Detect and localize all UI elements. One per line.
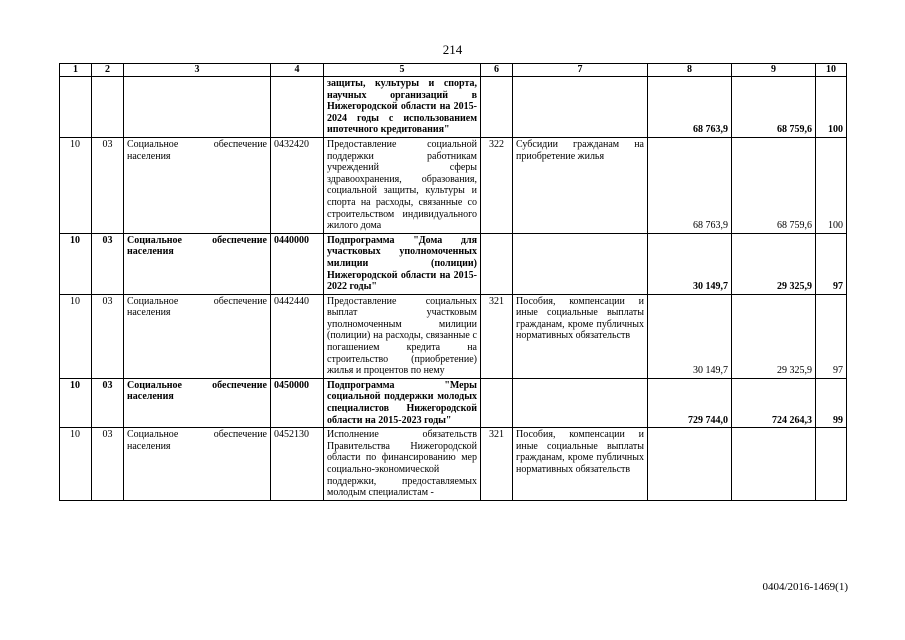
table-cell xyxy=(60,77,92,138)
table-cell: 0440000 xyxy=(271,233,324,294)
table-cell: Субсидии гражданам на приобретение жилья xyxy=(513,137,648,233)
table-cell: 97 xyxy=(816,233,847,294)
col-header: 8 xyxy=(648,64,732,77)
table-cell: 68 763,9 xyxy=(648,77,732,138)
table-cell: 10 xyxy=(60,137,92,233)
table-cell: 03 xyxy=(92,378,124,427)
table-row xyxy=(60,378,847,427)
col-header: 10 xyxy=(816,64,847,77)
col-header: 1 xyxy=(60,64,92,77)
table-cell: Социальное обеспечение населения xyxy=(124,428,271,501)
table-cell xyxy=(816,428,847,501)
table-cell xyxy=(513,378,648,427)
table-cell xyxy=(124,77,271,138)
table-cell: Исполнение обязательств Правительства Нижегородской области по финансированию мер социально-экономической поддержки, предоставляемых молодым специалистам - xyxy=(324,428,481,501)
table-cell: 29 325,9 xyxy=(732,294,816,378)
table-cell: 68 763,9 xyxy=(648,137,732,233)
table-cell: 321 xyxy=(481,428,513,501)
table-cell: 03 xyxy=(92,233,124,294)
table-cell: 03 xyxy=(92,137,124,233)
table-cell xyxy=(481,233,513,294)
table-cell: Социальное обеспечение населения xyxy=(124,294,271,378)
col-header: 6 xyxy=(481,64,513,77)
table-cell: 10 xyxy=(60,378,92,427)
document-code: 0404/2016-1469(1) xyxy=(762,581,848,593)
table-cell: Подпрограмма "Меры социальной поддержки молодых специалистов Нижегородской области на 2015-2023 годы" xyxy=(324,378,481,427)
table-cell: 729 744,0 xyxy=(648,378,732,427)
table-cell: 100 xyxy=(816,77,847,138)
table-cell: 03 xyxy=(92,294,124,378)
table-cell: Социальное обеспечение населения xyxy=(124,233,271,294)
table-cell xyxy=(271,77,324,138)
table-cell: 0450000 xyxy=(271,378,324,427)
table-cell: Предоставление социальных выплат участковым уполномоченным милиции (полиции) на расходы, связанные с погашением кредита на строительство (приобретение) жилья и процентов по нему xyxy=(324,294,481,378)
table-cell: 100 xyxy=(816,137,847,233)
col-header: 9 xyxy=(732,64,816,77)
table-cell: Пособия, компенсации и иные социальные выплаты гражданам, кроме публичных нормативных обязательств xyxy=(513,428,648,501)
budget-table xyxy=(59,63,847,501)
table-cell: Социальное обеспечение населения xyxy=(124,137,271,233)
table-row xyxy=(60,294,847,378)
col-header: 4 xyxy=(271,64,324,77)
col-header: 5 xyxy=(324,64,481,77)
table-cell xyxy=(732,428,816,501)
table-cell xyxy=(513,77,648,138)
col-header: 2 xyxy=(92,64,124,77)
table-cell: 724 264,3 xyxy=(732,378,816,427)
table-cell: 0452130 xyxy=(271,428,324,501)
table-cell: 99 xyxy=(816,378,847,427)
page-number: 214 xyxy=(442,42,463,57)
table-cell: 68 759,6 xyxy=(732,77,816,138)
table-cell: 10 xyxy=(60,428,92,501)
table-cell: 68 759,6 xyxy=(732,137,816,233)
table-row xyxy=(60,233,847,294)
table-cell: 10 xyxy=(60,233,92,294)
table-cell xyxy=(513,233,648,294)
table-cell: 0432420 xyxy=(271,137,324,233)
table-cell: Предоставление социальной поддержки работникам учреждений сферы здравоохранения, образования, социальной защиты, культуры и спорта на расходы, связанные со строительством индивидуального жилого дома xyxy=(324,137,481,233)
table-cell: 03 xyxy=(92,428,124,501)
table-cell: 97 xyxy=(816,294,847,378)
table-cell: 322 xyxy=(481,137,513,233)
table-cell xyxy=(481,77,513,138)
table-cell: 0442440 xyxy=(271,294,324,378)
col-header: 7 xyxy=(513,64,648,77)
table-cell xyxy=(92,77,124,138)
table-cell: Подпрограмма "Дома для участковых уполномоченных милиции (полиции) Нижегородской области на 2015-2022 годы" xyxy=(324,233,481,294)
table-cell: Пособия, компенсации и иные социальные выплаты гражданам, кроме публичных нормативных обязательств xyxy=(513,294,648,378)
table-cell xyxy=(648,428,732,501)
table-row xyxy=(60,428,847,501)
col-header: 3 xyxy=(124,64,271,77)
table-cell: 10 xyxy=(60,294,92,378)
table-cell xyxy=(481,378,513,427)
header-row xyxy=(60,64,847,77)
table-cell: Социальное обеспечение населения xyxy=(124,378,271,427)
table-cell: 30 149,7 xyxy=(648,233,732,294)
table-row xyxy=(60,77,847,138)
table-cell: 321 xyxy=(481,294,513,378)
table-row xyxy=(60,137,847,233)
table-cell: защиты, культуры и спорта, научных организаций в Нижегородской области на 2015-2024 годы с использованием ипотечного кредитования" xyxy=(324,77,481,138)
table-cell: 29 325,9 xyxy=(732,233,816,294)
table-cell: 30 149,7 xyxy=(648,294,732,378)
